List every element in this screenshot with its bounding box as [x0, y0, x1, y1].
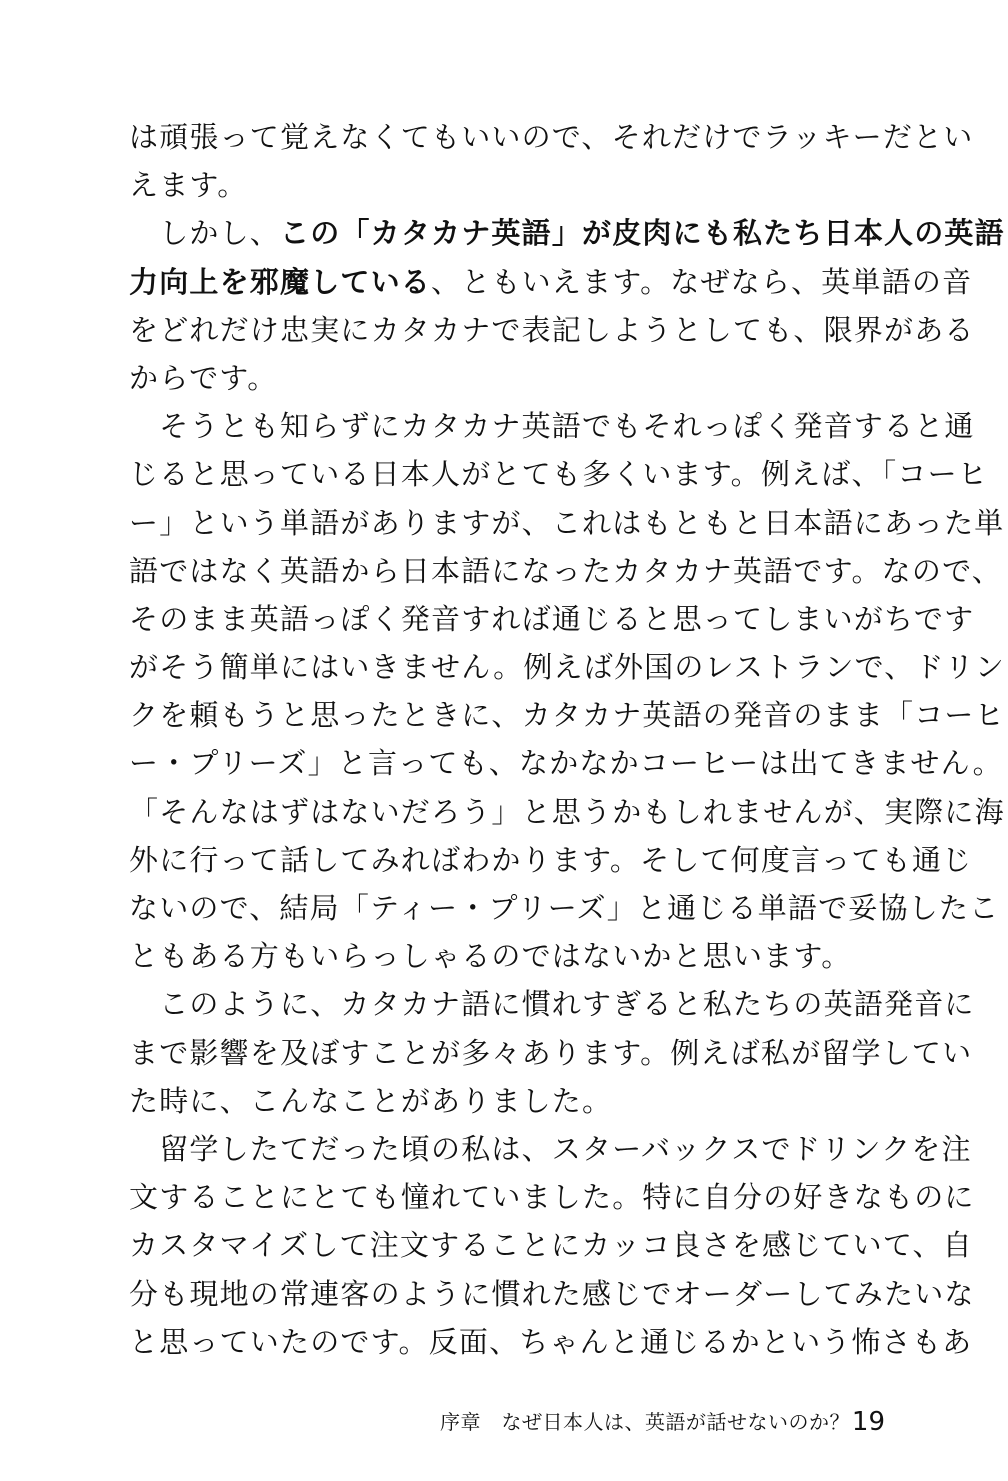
- text-segment: からです。: [129, 360, 278, 395]
- text-line: [129, 884, 1000, 932]
- text-segment: をどれだけ忠実にカタカナで表記しようとしても、限界がある: [129, 312, 975, 347]
- text-segment: まで影響を及ぼすことが多々あります。例えば私が留学してい: [129, 1035, 973, 1070]
- text-segment: 語ではなく英語から日本語になったカタカナ英語です。なので、: [129, 553, 1002, 588]
- text-segment: このように、カタカナ語に慣れすぎると私たちの英語発音に: [129, 987, 975, 1022]
- text-line: [129, 547, 1002, 595]
- text-line: [129, 1221, 973, 1269]
- text-line: [129, 1077, 889, 1125]
- text-segment: ー・プリーズ」と言っても、なかなかコーヒーは出てきません。: [129, 746, 1003, 781]
- text-line: [129, 691, 1005, 739]
- text-segment: クを頼もうと思ったときに、カタカナ英語の発音のまま「コーヒ: [129, 698, 1005, 733]
- text-line: [129, 932, 889, 980]
- text-segment: 留学したてだった頃の私は、スターバックスでドリンクを注: [129, 1131, 972, 1166]
- text-line: [129, 1270, 975, 1318]
- text-segment: えます。: [129, 168, 248, 203]
- text-line: [129, 306, 975, 354]
- text-segment: ー」という単語がありますが、これはもともと日本語にあった単: [129, 505, 1005, 540]
- text-segment: 分も現地の常連客のように慣れた感じでオーダーしてみたいな: [129, 1276, 975, 1311]
- body-text: [129, 113, 1006, 1366]
- text-line: [129, 1173, 975, 1221]
- text-segment: がそう簡単にはいきません。例えば外国のレストランで、ドリン: [129, 650, 1006, 685]
- text-line: [129, 788, 1005, 836]
- bold-text-segment: 力向上を邪魔している: [129, 264, 432, 299]
- text-segment: 文することにとても憧れていました。特に自分の好きなものに: [129, 1180, 975, 1215]
- text-segment: た時に、こんなことがありました。: [129, 1083, 613, 1118]
- text-line: [129, 643, 1006, 691]
- bold-text-segment: この「カタカナ英語」が皮肉にも私たち日本人の英語: [280, 216, 1005, 251]
- page-number: 19: [851, 1407, 885, 1437]
- text-line: [129, 161, 889, 209]
- text-line: [129, 1318, 973, 1366]
- text-line: [129, 1029, 973, 1077]
- text-segment: 、ともいえます。なぜなら、英単語の音: [431, 264, 973, 299]
- text-segment: と思っていたのです。反面、ちゃんと通じるかという怖さもあ: [129, 1324, 973, 1359]
- text-line: [129, 209, 1005, 257]
- text-segment: そのまま英語っぽく発音すれば通じると思ってしまいがちです: [129, 601, 975, 636]
- text-line: [129, 980, 975, 1028]
- text-line: [129, 499, 1005, 547]
- text-line: [129, 402, 975, 450]
- text-segment: 「そんなはずはないだろう」と思うかもしれませんが、実際に海: [129, 794, 1005, 829]
- text-segment: ないので、結局「ティー・プリーズ」と通じる単語で妥協したこ: [129, 891, 1000, 925]
- text-line: [129, 354, 889, 402]
- text-line: [129, 258, 973, 306]
- text-segment: そうとも知らずにカタカナ英語でもそれっぽく発音すると通: [129, 409, 975, 444]
- text-line: [129, 450, 988, 498]
- text-line: [129, 739, 1003, 787]
- text-segment: カスタマイズして注文することにカッコ良さを感じていて、自: [129, 1228, 973, 1263]
- text-line: [129, 595, 975, 643]
- text-segment: ともある方もいらっしゃるのではないかと思います。: [129, 939, 852, 974]
- page-footer: [440, 1402, 885, 1442]
- text-segment: 外に行って話してみればわかります。そして何度言っても通じ: [129, 842, 973, 877]
- text-line: [129, 836, 973, 884]
- text-line: [129, 1125, 972, 1173]
- text-segment: じると思っている日本人がとても多くいます。例えば、「コーヒ: [129, 457, 988, 492]
- text-segment: は頑張って覚えなくてもいいので、それだけでラッキーだとい: [129, 120, 974, 154]
- text-line: [129, 113, 974, 161]
- text-segment: しかし、: [129, 216, 281, 251]
- running-head: 序章 なぜ日本人は、英語が話せないのか？: [440, 1410, 850, 1434]
